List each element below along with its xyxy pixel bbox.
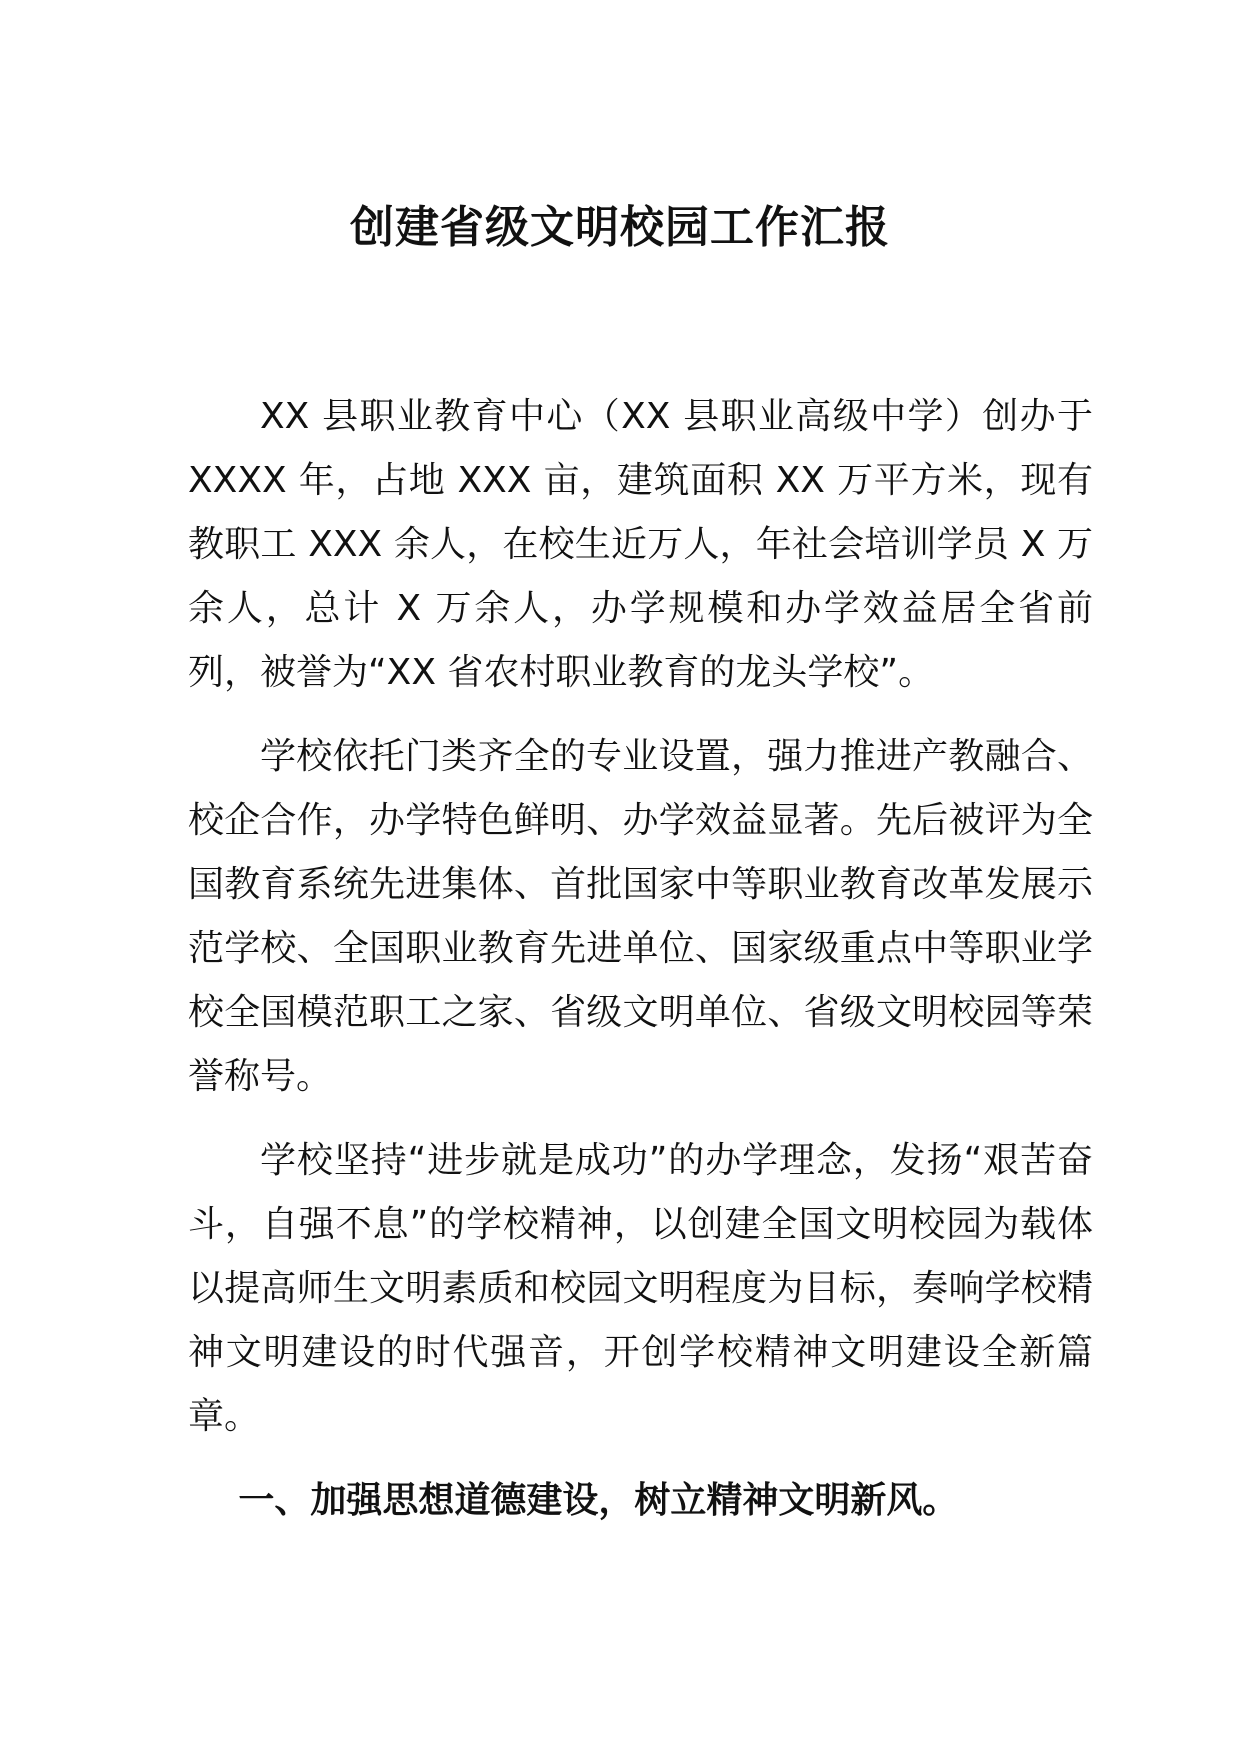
paragraph-intro: XX 县职业教育中心（XX 县职业高级中学）创办于 XXXX 年，占地 XXX 亩，建筑面积 XX 万平方米，现有教职工 XXX 余人，在校生近万人，年社会培训学员 X 万余人，总计 X 万余人，办学规模和办学效益居全省前列，被誉为“XX 省农村职业教育的龙头学校”。: [188, 396, 1093, 693]
section-heading: 一、加强思想道德建设，树立精神文明新风。: [238, 1480, 959, 1521]
document-title: 创建省级文明校园工作汇报: [350, 202, 890, 253]
paragraph-philosophy: 学校坚持“进步就是成功”的办学理念，发扬“艰苦奋斗，自强不息”的学校精神，以创建全国文明校园为载体以提高师生文明素质和校园文明程度为目标，奏响学校精神文明建设的时代强音，开创学校精神文明建设全新篇章。: [188, 1140, 1093, 1437]
document-body: [188, 385, 1093, 1533]
paragraph-honors: 学校依托门类齐全的专业设置，强力推进产教融合、校企合作，办学特色鲜明、办学效益显著。先后被评为全国教育系统先进集体、首批国家中等职业教育改革发展示范学校、全国职业教育先进单位、国家级重点中等职业学校全国模范职工之家、省级文明单位、省级文明校园等荣誉称号。: [188, 736, 1093, 1097]
